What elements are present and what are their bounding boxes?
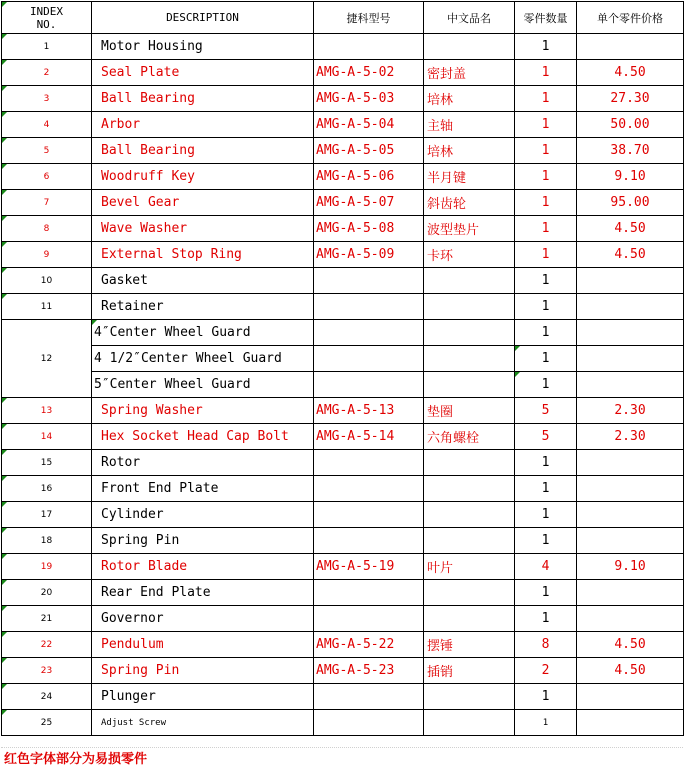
row-model[interactable]: [314, 346, 424, 372]
row-cn-name[interactable]: [424, 372, 515, 398]
row-qty[interactable]: 2: [515, 658, 577, 684]
row-model[interactable]: AMG-A-5-04: [314, 112, 424, 138]
row-description[interactable]: Adjust Screw: [92, 710, 314, 736]
row-index[interactable]: 21: [2, 606, 92, 632]
row-qty[interactable]: 5: [515, 398, 577, 424]
row-price[interactable]: 4.50: [577, 242, 684, 268]
row-index[interactable]: 1: [2, 34, 92, 60]
row-cn-name[interactable]: 密封盖: [424, 60, 515, 86]
row-price[interactable]: [577, 684, 684, 710]
row-description[interactable]: Gasket: [92, 268, 314, 294]
row-index[interactable]: 4: [2, 112, 92, 138]
row-cn-name[interactable]: [424, 476, 515, 502]
row-description[interactable]: Plunger: [92, 684, 314, 710]
row-qty[interactable]: 1: [515, 502, 577, 528]
row-price[interactable]: 9.10: [577, 554, 684, 580]
row-model[interactable]: AMG-A-5-13: [314, 398, 424, 424]
row-cn-name[interactable]: 主轴: [424, 112, 515, 138]
row-qty[interactable]: 5: [515, 424, 577, 450]
row-description[interactable]: Ball Bearing: [92, 138, 314, 164]
row-index[interactable]: 23: [2, 658, 92, 684]
row-cn-name[interactable]: [424, 502, 515, 528]
row-description[interactable]: Motor Housing: [92, 34, 314, 60]
row-qty[interactable]: 1: [515, 216, 577, 242]
row-price[interactable]: 4.50: [577, 632, 684, 658]
row-description[interactable]: 4 1/2″Center Wheel Guard: [92, 346, 314, 372]
row-qty[interactable]: 1: [515, 528, 577, 554]
row-qty[interactable]: 8: [515, 632, 577, 658]
row-model[interactable]: [314, 710, 424, 736]
row-cn-name[interactable]: [424, 294, 515, 320]
row-model[interactable]: AMG-A-5-14: [314, 424, 424, 450]
table-row: [2, 216, 684, 242]
row-model[interactable]: [314, 34, 424, 60]
row-qty[interactable]: 1: [515, 294, 577, 320]
row-cn-name[interactable]: 六角螺栓: [424, 424, 515, 450]
row-model[interactable]: [314, 528, 424, 554]
row-qty[interactable]: 1: [515, 138, 577, 164]
row-description[interactable]: Retainer: [92, 294, 314, 320]
row-qty[interactable]: 1: [515, 372, 577, 398]
row-index[interactable]: 17: [2, 502, 92, 528]
header-model[interactable]: 捷科型号: [314, 2, 424, 34]
row-model[interactable]: [314, 268, 424, 294]
row-qty[interactable]: 1: [515, 60, 577, 86]
row-price[interactable]: 95.00: [577, 190, 684, 216]
row-qty[interactable]: 1: [515, 34, 577, 60]
row-cn-name[interactable]: [424, 268, 515, 294]
table-row: [2, 450, 684, 476]
row-description[interactable]: Pendulum: [92, 632, 314, 658]
row-index[interactable]: 11: [2, 294, 92, 320]
table-row: [2, 606, 684, 632]
table-row: [2, 554, 684, 580]
row-description[interactable]: Woodruff Key: [92, 164, 314, 190]
header-index[interactable]: [2, 2, 92, 34]
row-qty[interactable]: 1: [515, 320, 577, 346]
row-model[interactable]: AMG-A-5-07: [314, 190, 424, 216]
table-row: [2, 346, 684, 372]
row-price[interactable]: 2.30: [577, 398, 684, 424]
table-row: [2, 60, 684, 86]
table-row: [2, 476, 684, 502]
header-price[interactable]: 单个零件价格: [577, 2, 684, 34]
row-description[interactable]: Spring Pin: [92, 658, 314, 684]
row-price[interactable]: [577, 34, 684, 60]
row-qty[interactable]: 1: [515, 684, 577, 710]
row-cn-name[interactable]: [424, 346, 515, 372]
row-cn-name[interactable]: [424, 710, 515, 736]
row-price[interactable]: 50.00: [577, 112, 684, 138]
row-cn-name[interactable]: 卡环: [424, 242, 515, 268]
row-cn-name[interactable]: [424, 580, 515, 606]
row-model[interactable]: [314, 294, 424, 320]
row-cn-name[interactable]: [424, 34, 515, 60]
row-price[interactable]: 38.70: [577, 138, 684, 164]
row-qty[interactable]: 1: [515, 86, 577, 112]
row-qty[interactable]: 1: [515, 710, 577, 736]
row-qty[interactable]: 1: [515, 164, 577, 190]
row-description[interactable]: 4″Center Wheel Guard: [92, 320, 314, 346]
row-index[interactable]: 14: [2, 424, 92, 450]
row-cn-name[interactable]: 培林: [424, 86, 515, 112]
table-row: [2, 268, 684, 294]
row-qty[interactable]: 1: [515, 450, 577, 476]
row-description[interactable]: Governor: [92, 606, 314, 632]
row-index[interactable]: 16: [2, 476, 92, 502]
row-description[interactable]: Bevel Gear: [92, 190, 314, 216]
row-index[interactable]: 12: [2, 320, 92, 398]
row-index[interactable]: 10: [2, 268, 92, 294]
header-row: [2, 2, 684, 34]
row-index[interactable]: 18: [2, 528, 92, 554]
row-cn-name[interactable]: [424, 684, 515, 710]
header-index-line2: NO.: [36, 17, 57, 31]
row-cn-name[interactable]: 培林: [424, 138, 515, 164]
row-price[interactable]: [577, 372, 684, 398]
row-index[interactable]: 2: [2, 60, 92, 86]
row-cn-name[interactable]: 叶片: [424, 554, 515, 580]
row-price[interactable]: [577, 502, 684, 528]
table-row: [2, 294, 684, 320]
row-model[interactable]: AMG-A-5-19: [314, 554, 424, 580]
table-row: [2, 528, 684, 554]
table-row: [2, 710, 684, 736]
row-index[interactable]: 3: [2, 86, 92, 112]
row-qty[interactable]: 1: [515, 112, 577, 138]
row-description[interactable]: Wave Washer: [92, 216, 314, 242]
row-qty[interactable]: 1: [515, 190, 577, 216]
row-index[interactable]: 15: [2, 450, 92, 476]
row-index[interactable]: 25: [2, 710, 92, 736]
row-model[interactable]: AMG-A-5-08: [314, 216, 424, 242]
row-cn-name[interactable]: [424, 320, 515, 346]
table-row: [2, 320, 684, 346]
table-row: [2, 34, 684, 60]
row-price[interactable]: 4.50: [577, 216, 684, 242]
row-price[interactable]: [577, 606, 684, 632]
row-index[interactable]: 7: [2, 190, 92, 216]
table-row: [2, 138, 684, 164]
row-model[interactable]: [314, 476, 424, 502]
row-cn-name[interactable]: 插销: [424, 658, 515, 684]
row-model[interactable]: [314, 606, 424, 632]
row-description[interactable]: Rear End Plate: [92, 580, 314, 606]
parts-table: [1, 1, 684, 736]
table-row: [2, 658, 684, 684]
row-model[interactable]: [314, 502, 424, 528]
row-price[interactable]: 9.10: [577, 164, 684, 190]
row-index[interactable]: 24: [2, 684, 92, 710]
row-price[interactable]: 4.50: [577, 60, 684, 86]
table-row: [2, 164, 684, 190]
header-index-line1: INDEX: [29, 4, 64, 18]
row-model[interactable]: AMG-A-5-06: [314, 164, 424, 190]
table-row: [2, 112, 684, 138]
row-qty[interactable]: 1: [515, 476, 577, 502]
row-model[interactable]: AMG-A-5-22: [314, 632, 424, 658]
row-cn-name[interactable]: [424, 450, 515, 476]
row-description[interactable]: External Stop Ring: [92, 242, 314, 268]
row-index[interactable]: 13: [2, 398, 92, 424]
row-model[interactable]: AMG-A-5-09: [314, 242, 424, 268]
table-row: [2, 424, 684, 450]
row-cn-name[interactable]: 斜齿轮: [424, 190, 515, 216]
row-qty[interactable]: 1: [515, 242, 577, 268]
row-price[interactable]: 4.50: [577, 658, 684, 684]
row-description[interactable]: Spring Pin: [92, 528, 314, 554]
row-price[interactable]: 2.30: [577, 424, 684, 450]
table-row: [2, 86, 684, 112]
row-price[interactable]: [577, 528, 684, 554]
row-model[interactable]: AMG-A-5-02: [314, 60, 424, 86]
row-model[interactable]: AMG-A-5-03: [314, 86, 424, 112]
row-description[interactable]: Cylinder: [92, 502, 314, 528]
header-description[interactable]: DESCRIPTION: [92, 2, 314, 34]
row-description[interactable]: Arbor: [92, 112, 314, 138]
row-index[interactable]: 5: [2, 138, 92, 164]
table-row: [2, 684, 684, 710]
row-description[interactable]: Front End Plate: [92, 476, 314, 502]
header-cn-name[interactable]: 中文品名: [424, 2, 515, 34]
row-index[interactable]: 22: [2, 632, 92, 658]
row-description[interactable]: Seal Plate: [92, 60, 314, 86]
row-price[interactable]: [577, 268, 684, 294]
row-cn-name[interactable]: [424, 606, 515, 632]
row-qty[interactable]: 1: [515, 346, 577, 372]
row-description[interactable]: Rotor: [92, 450, 314, 476]
table-row: [2, 372, 684, 398]
table-row: [2, 632, 684, 658]
row-model[interactable]: [314, 580, 424, 606]
row-cn-name[interactable]: [424, 528, 515, 554]
row-description[interactable]: Spring Washer: [92, 398, 314, 424]
row-cn-name[interactable]: 摆锤: [424, 632, 515, 658]
row-description[interactable]: Rotor Blade: [92, 554, 314, 580]
row-model[interactable]: [314, 372, 424, 398]
row-qty[interactable]: 1: [515, 580, 577, 606]
row-qty[interactable]: 4: [515, 554, 577, 580]
row-description[interactable]: Hex Socket Head Cap Bolt: [92, 424, 314, 450]
row-price[interactable]: [577, 580, 684, 606]
row-index[interactable]: 9: [2, 242, 92, 268]
table-row: [2, 502, 684, 528]
row-price[interactable]: [577, 450, 684, 476]
row-price[interactable]: [577, 294, 684, 320]
row-model[interactable]: [314, 450, 424, 476]
row-model[interactable]: [314, 320, 424, 346]
row-price[interactable]: 27.30: [577, 86, 684, 112]
wear-parts-note: 红色字体部分为易损零件: [4, 752, 148, 767]
row-model[interactable]: [314, 684, 424, 710]
row-qty[interactable]: 1: [515, 606, 577, 632]
table-row: [2, 398, 684, 424]
row-price[interactable]: [577, 710, 684, 736]
table-row: [2, 580, 684, 606]
header-qty[interactable]: 零件数量: [515, 2, 577, 34]
row-model[interactable]: AMG-A-5-05: [314, 138, 424, 164]
table-row: [2, 190, 684, 216]
row-qty[interactable]: 1: [515, 268, 577, 294]
row-model[interactable]: AMG-A-5-23: [314, 658, 424, 684]
row-price[interactable]: [577, 476, 684, 502]
row-index[interactable]: 20: [2, 580, 92, 606]
row-cn-name[interactable]: 波型垫片: [424, 216, 515, 242]
empty-spreadsheet-row[interactable]: [1, 735, 683, 748]
row-description[interactable]: Ball Bearing: [92, 86, 314, 112]
row-price[interactable]: [577, 320, 684, 346]
row-index[interactable]: 19: [2, 554, 92, 580]
row-cn-name[interactable]: 半月键: [424, 164, 515, 190]
row-price[interactable]: [577, 346, 684, 372]
row-description[interactable]: 5″Center Wheel Guard: [92, 372, 314, 398]
row-index[interactable]: 6: [2, 164, 92, 190]
row-index[interactable]: 8: [2, 216, 92, 242]
row-cn-name[interactable]: 垫圈: [424, 398, 515, 424]
table-row: [2, 242, 684, 268]
